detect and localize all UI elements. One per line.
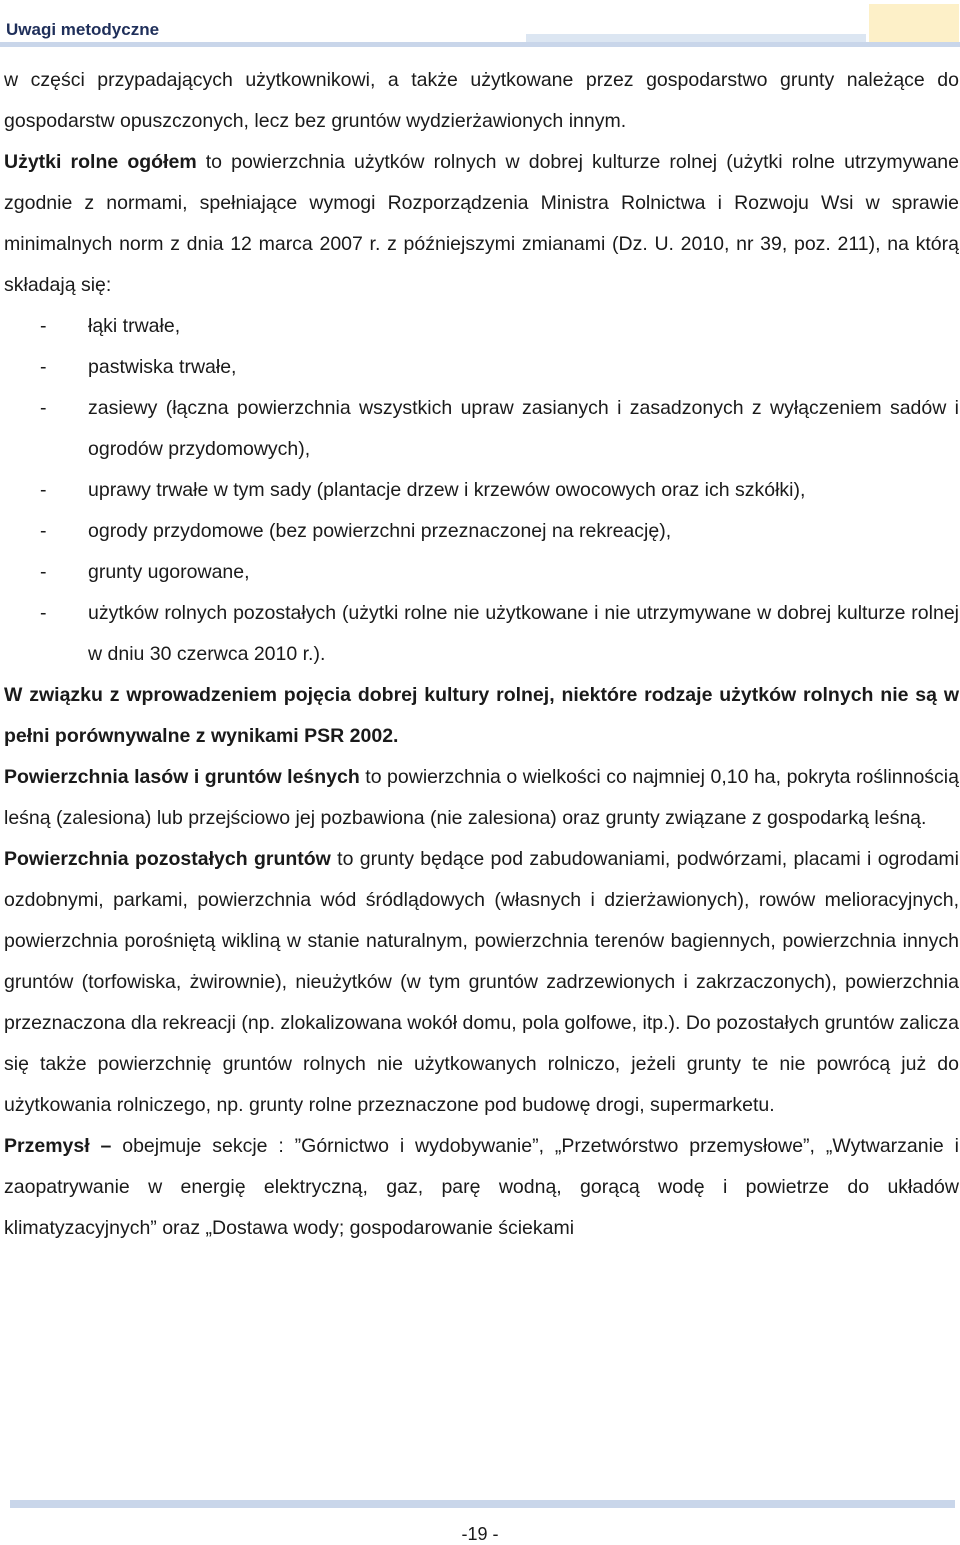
header-corner-box (869, 4, 959, 47)
list-item-text: grunty ugorowane, (88, 561, 250, 583)
paragraph-uzytki-rolne (4, 142, 959, 306)
list-item (4, 470, 959, 511)
definition-przemysl: obejmuje sekcje : ”Górnictwo i wydobywanie”, „Przetwórstwo przemysłowe”, „Wytwarzanie i zaopatrywanie w energię elektryczną, gaz, parę wodną, gorącą wodę i powietrze do układów klimatyzacyjnych” oraz „Dostawa wody; gospodarowanie ściekami (4, 1135, 959, 1239)
list-item-text: uprawy trwałe w tym sady (plantacje drzew i krzewów owocowych oraz ich szkółki), (88, 479, 806, 501)
term-pozostale-grunty: Powierzchnia pozostałych gruntów (4, 848, 331, 870)
paragraph-intro: w części przypadających użytkownikowi, a także użytkowane przez gospodarstwo grunty należące do gospodarstw opuszczonych, lecz bez gruntów wydzierżawionych innym. (4, 69, 959, 132)
definition-pozostale-grunty: to grunty będące pod zabudowaniami, podwórzami, placami i ogrodami ozdobnymi, parkami, powierzchnia wód śródlądowych (własnych i dzierżawionych), rowów melioracyjnych, powierzchnia porośniętą wikliną w stanie naturalnym, powierzchnia terenów bagiennych, powierzchnia innych gruntów (torfowiska, żwirownie), nieużytków (w tym gruntów zadrzewionych i zakrzaczonych), powierzchnia przeznaczona dla rekreacji (np. zlokalizowana wokół domu, pola golfowe, itp.). Do pozostałych gruntów zalicza się także powierzchnię gruntów rolnych nie użytkowanych rolniczo, jeżeli grunty te nie powrócą już do użytkowania rolniczego, np. grunty rolne przeznaczone pod budowę drogi, supermarketu. (4, 848, 959, 1116)
term-lasy: Powierzchnia lasów i gruntów leśnych (4, 766, 360, 788)
list-item (4, 552, 959, 593)
dash-marker: - (40, 479, 47, 501)
dash-marker: - (40, 561, 47, 583)
document-body (4, 60, 959, 1249)
dash-marker: - (40, 520, 47, 542)
list-item (4, 306, 959, 347)
header-accent-band (526, 34, 866, 42)
header-band (0, 42, 960, 47)
paragraph-note-comparability (4, 675, 959, 757)
list-item (4, 593, 959, 675)
term-przemysl: Przemysł – (4, 1135, 112, 1157)
paragraph-przemysl (4, 1126, 959, 1249)
footer-band (10, 1500, 955, 1508)
dash-marker: - (40, 397, 47, 419)
definition-lasy: to powierzchnia o wielkości co najmniej 0,10 ha, pokryta roślinnością leśną (zalesiona) lub przejściowo jej pozbawiona (nie zalesiona) oraz grunty związane z gospodarką leśną. (4, 766, 959, 829)
note-comparability: W związku z wprowadzeniem pojęcia dobrej kultury rolnej, niektóre rodzaje użytków rolnych nie są w pełni porównywalne z wynikami PSR 2002. (4, 684, 959, 747)
list-item-text: użytków rolnych pozostałych (użytki rolne nie użytkowane i nie utrzymywane w dobrej kulturze rolnej w dniu 30 czerwca 2010 r.). (88, 602, 959, 665)
list-item-text: pastwiska trwałe, (88, 356, 237, 378)
list-item-text: ogrody przydomowe (bez powierzchni przeznaczonej na rekreację), (88, 520, 672, 542)
section-title: Uwagi metodyczne (6, 20, 160, 39)
term-uzytki-rolne: Użytki rolne ogółem (4, 151, 197, 173)
list-item (4, 388, 959, 470)
list-item (4, 347, 959, 388)
dash-marker: - (40, 602, 47, 624)
dash-marker: - (40, 356, 47, 378)
land-use-list (4, 306, 959, 675)
dash-marker: - (40, 315, 47, 337)
definition-uzytki-rolne: to powierzchnia użytków rolnych w dobrej kulturze rolnej (użytki rolne utrzymywane zgodnie z normami, spełniające wymogi Rozporządzenia Ministra Rolnictwa i Rozwoju Wsi w sprawie minimalnych norm z dnia 12 marca 2007 r. z późniejszymi zmianami (Dz. U. 2010, nr 39, poz. 211), na którą składają się: (4, 151, 960, 296)
paragraph-lasy (4, 757, 959, 839)
list-item (4, 511, 959, 552)
list-item-text: łąki trwałe, (88, 315, 181, 337)
list-item-text: zasiewy (łączna powierzchnia wszystkich upraw zasianych i zasadzonych z wyłączeniem sadów i ogrodów przydomowych), (88, 397, 959, 460)
page-number: -19 - (461, 1524, 499, 1544)
paragraph-pozostale-grunty (4, 839, 959, 1126)
